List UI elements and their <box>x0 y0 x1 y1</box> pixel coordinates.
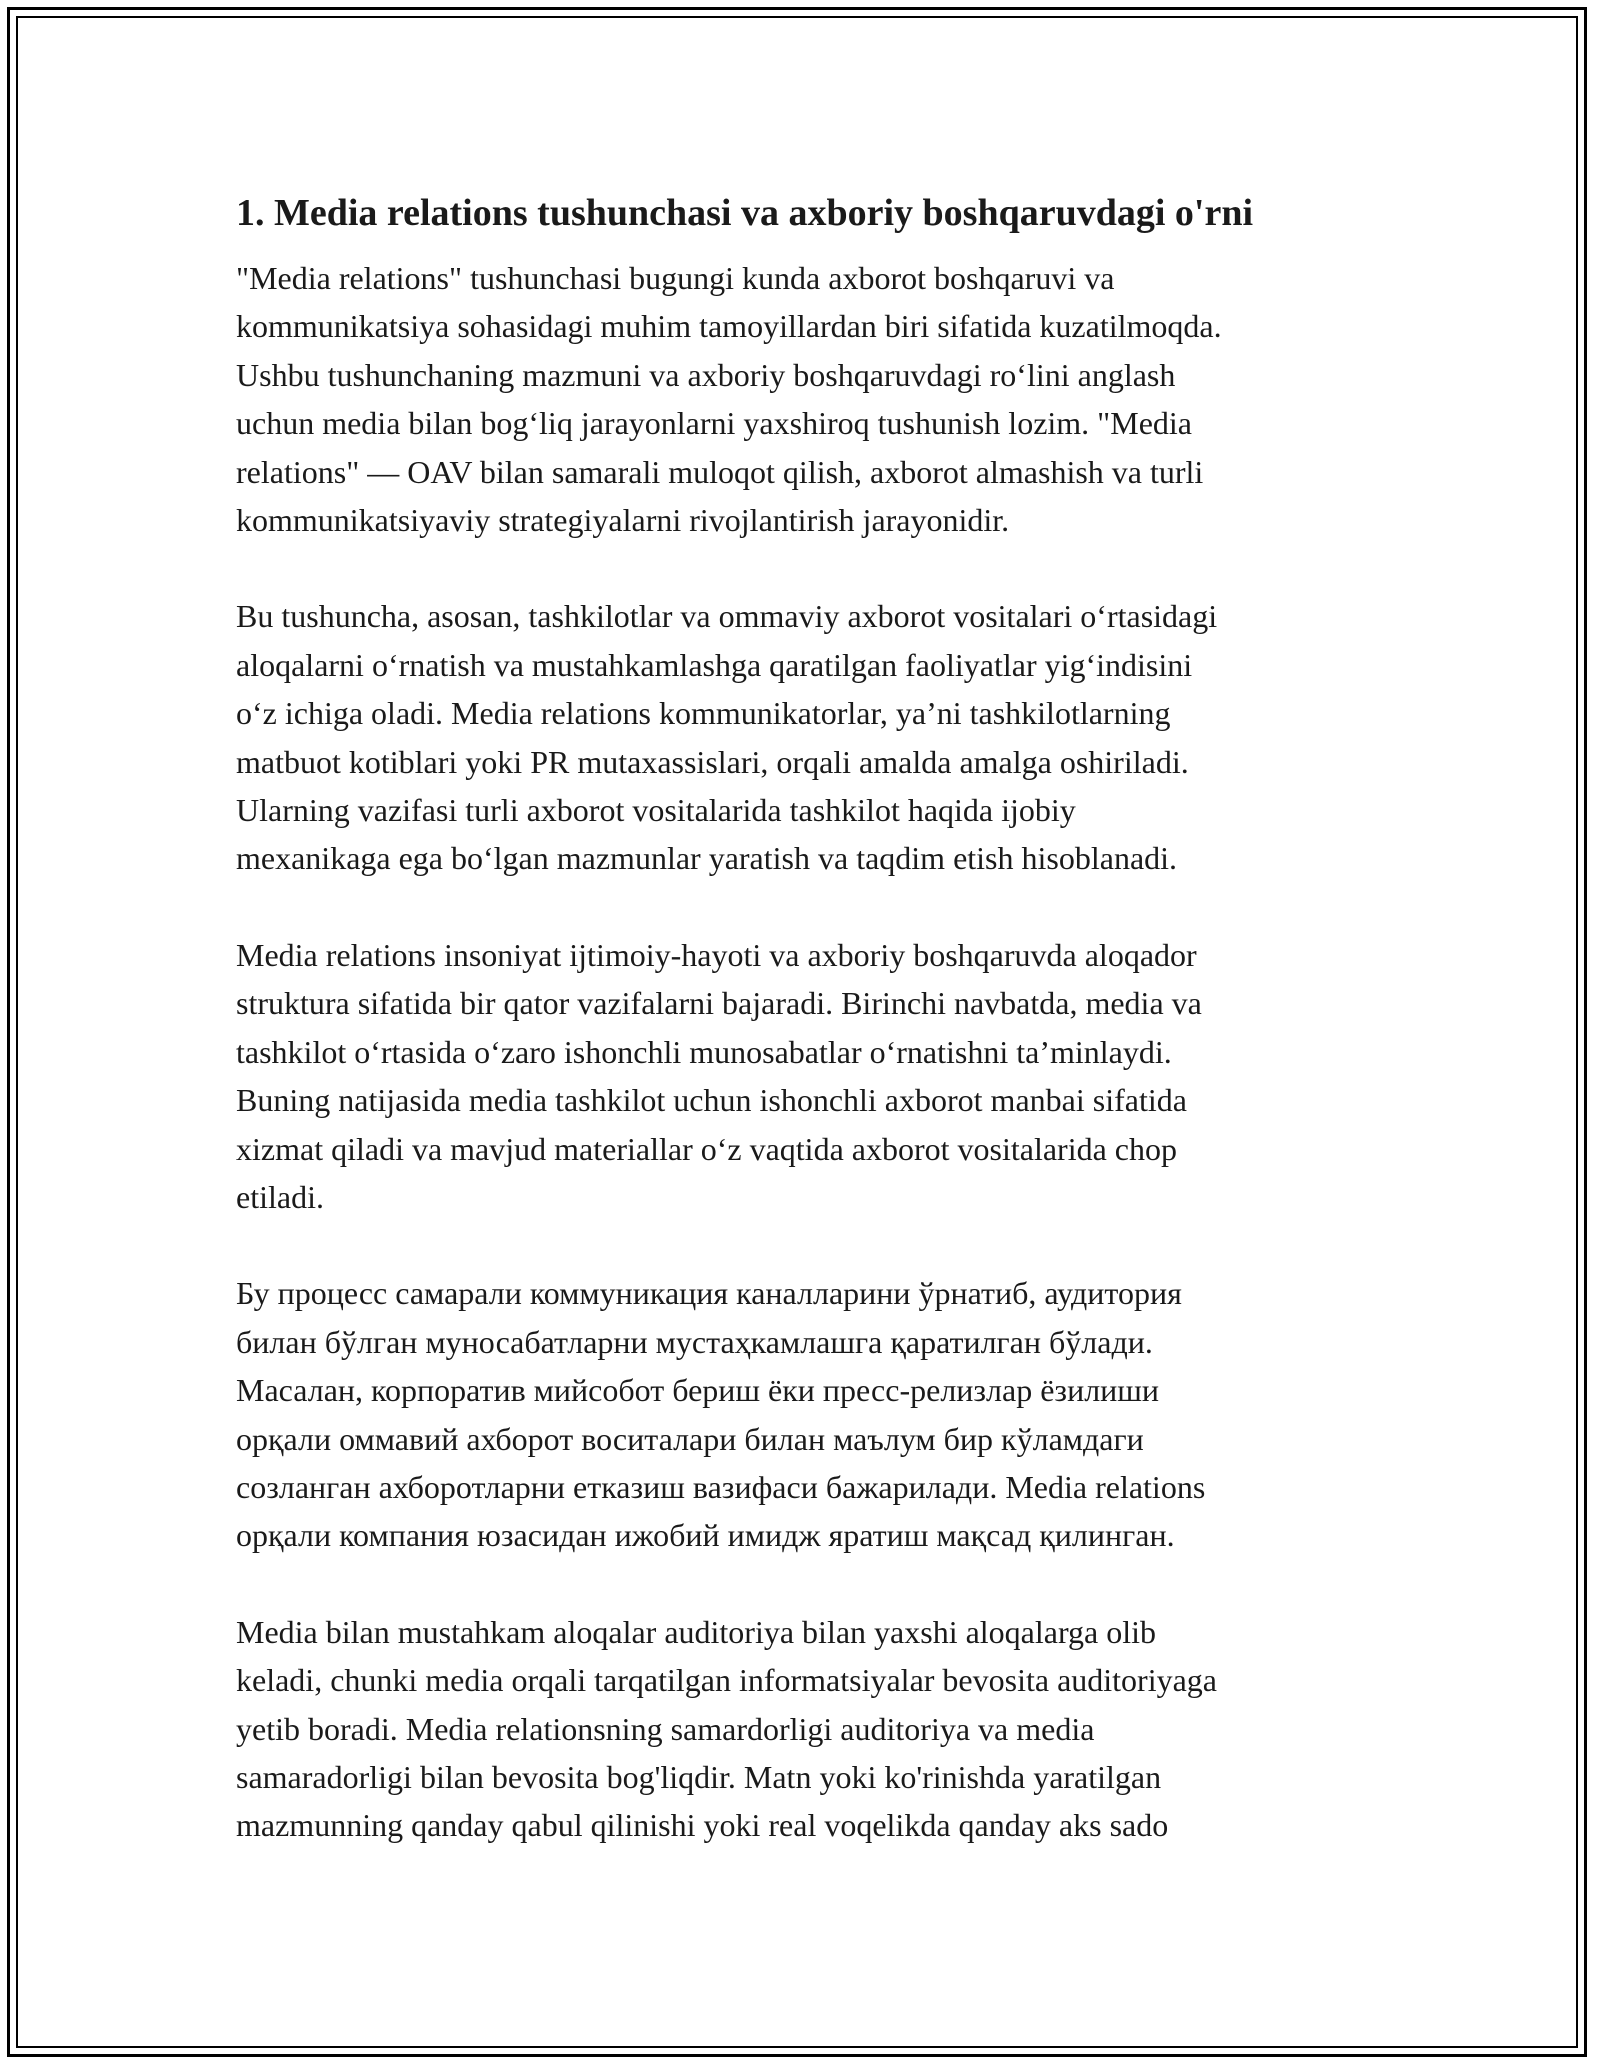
text-line: matbuot kotiblari yoki PR mutaxassislari, orqali amalda amalga oshiriladi. <box>236 743 1189 780</box>
text-line: Bu tushuncha, asosan, tashkilotlar va ommaviy axborot vositalari oʻrtasidagi <box>236 598 1218 635</box>
text-line: keladi, chunki media orqali tarqatilgan informatsiyalar bevosita auditoriyaga <box>236 1662 1217 1699</box>
text-line: oʻz ichiga oladi. Media relations kommunikatorlar, yaʼni tashkilotlarning <box>236 695 1171 732</box>
text-line: uchun media bilan bogʻliq jarayonlarni yaxshiroq tushunish lozim. "Media <box>236 405 1192 442</box>
paragraph-3 <box>236 931 1386 1221</box>
text-line: aloqalarni oʻrnatish va mustahkamlashga qaratilgan faoliyatlar yigʻindisini <box>236 646 1193 683</box>
text-line: орқали компания юзасидан ижобий имидж яратиш мақсад қилинган. <box>236 1517 1175 1554</box>
text-line: созланган ахборотларни етказиш вазифаси бажарилади. Media relations <box>236 1468 1206 1505</box>
text-line: Бу процесс самарали коммуникация каналларини ўрнатиб, аудитория <box>236 1275 1182 1312</box>
document-body <box>236 186 1386 1898</box>
text-line: Ushbu tushunchaning mazmuni va axboriy boshqaruvdagi roʻlini anglash <box>236 356 1176 393</box>
text-line: tashkilot oʻrtasida oʻzaro ishonchli munosabatlar oʻrnatishni taʼminlaydi. <box>236 1033 1172 1070</box>
text-line: kommunikatsiyaviy strategiyalarni rivojlantirish jarayonidir. <box>236 502 1010 539</box>
text-line: билан бўлган муносабатларни мустаҳкамлашга қаратилган бўлади. <box>236 1323 1153 1360</box>
paragraph-5 <box>236 1608 1386 1850</box>
text-line: Buning natijasida media tashkilot uchun ishonchli axborot manbai sifatida <box>236 1082 1187 1119</box>
text-line: Media bilan mustahkam aloqalar auditoriya bilan yaxshi aloqalarga olib <box>236 1613 1157 1650</box>
paragraph-2 <box>236 592 1386 882</box>
text-line: kommunikatsiya sohasidagi muhim tamoyillardan biri sifatida kuzatilmoqda. <box>236 308 1222 345</box>
text-line: struktura sifatida bir qator vazifalarni bajaradi. Birinchi navbatda, media va <box>236 985 1202 1022</box>
text-line: орқали оммавий ахборот воситалари билан маълум бир кўламдаги <box>236 1420 1144 1457</box>
text-line: "Media relations" tushunchasi bugungi kunda axborot boshqaruvi va <box>236 260 1115 296</box>
text-line: samaradorligi bilan bevosita bog'liqdir. Matn yoki ko'rinishda yaratilgan <box>236 1758 1162 1795</box>
paragraph-4 <box>236 1269 1386 1559</box>
text-line: xizmat qiladi va mavjud materiallar oʻz vaqtida axborot vositalarida chop <box>236 1130 1177 1167</box>
text-line: Ularning vazifasi turli axborot vositalarida tashkilot haqida ijobiy <box>236 792 1076 829</box>
text-line: etiladi. <box>236 1178 324 1215</box>
text-line: mexanikaga ega boʻlgan mazmunlar yaratish va taqdim etish hisoblanadi. <box>236 840 1178 877</box>
text-line: relations" — OAV bilan samarali muloqot qilish, axborot almashish va turli <box>236 453 1204 490</box>
text-line: Media relations insoniyat ijtimoiy-hayoti va axboriy boshqaruvda aloqador <box>236 936 1197 973</box>
text-line: Масалан, корпоратив мийсобот бериш ёки пресс-релизлар ёзилиши <box>236 1372 1160 1409</box>
document-title: 1. Media relations tushunchasi va axboriy boshqaruvdagi o'rni <box>236 192 1254 234</box>
paragraph-1 <box>236 254 1386 544</box>
text-line: yetib boradi. Media relationsning samardorligi auditoriya va media <box>236 1710 1095 1747</box>
text-line: mazmunning qanday qabul qilinishi yoki real voqelikda qanday aks sado <box>236 1807 1169 1844</box>
